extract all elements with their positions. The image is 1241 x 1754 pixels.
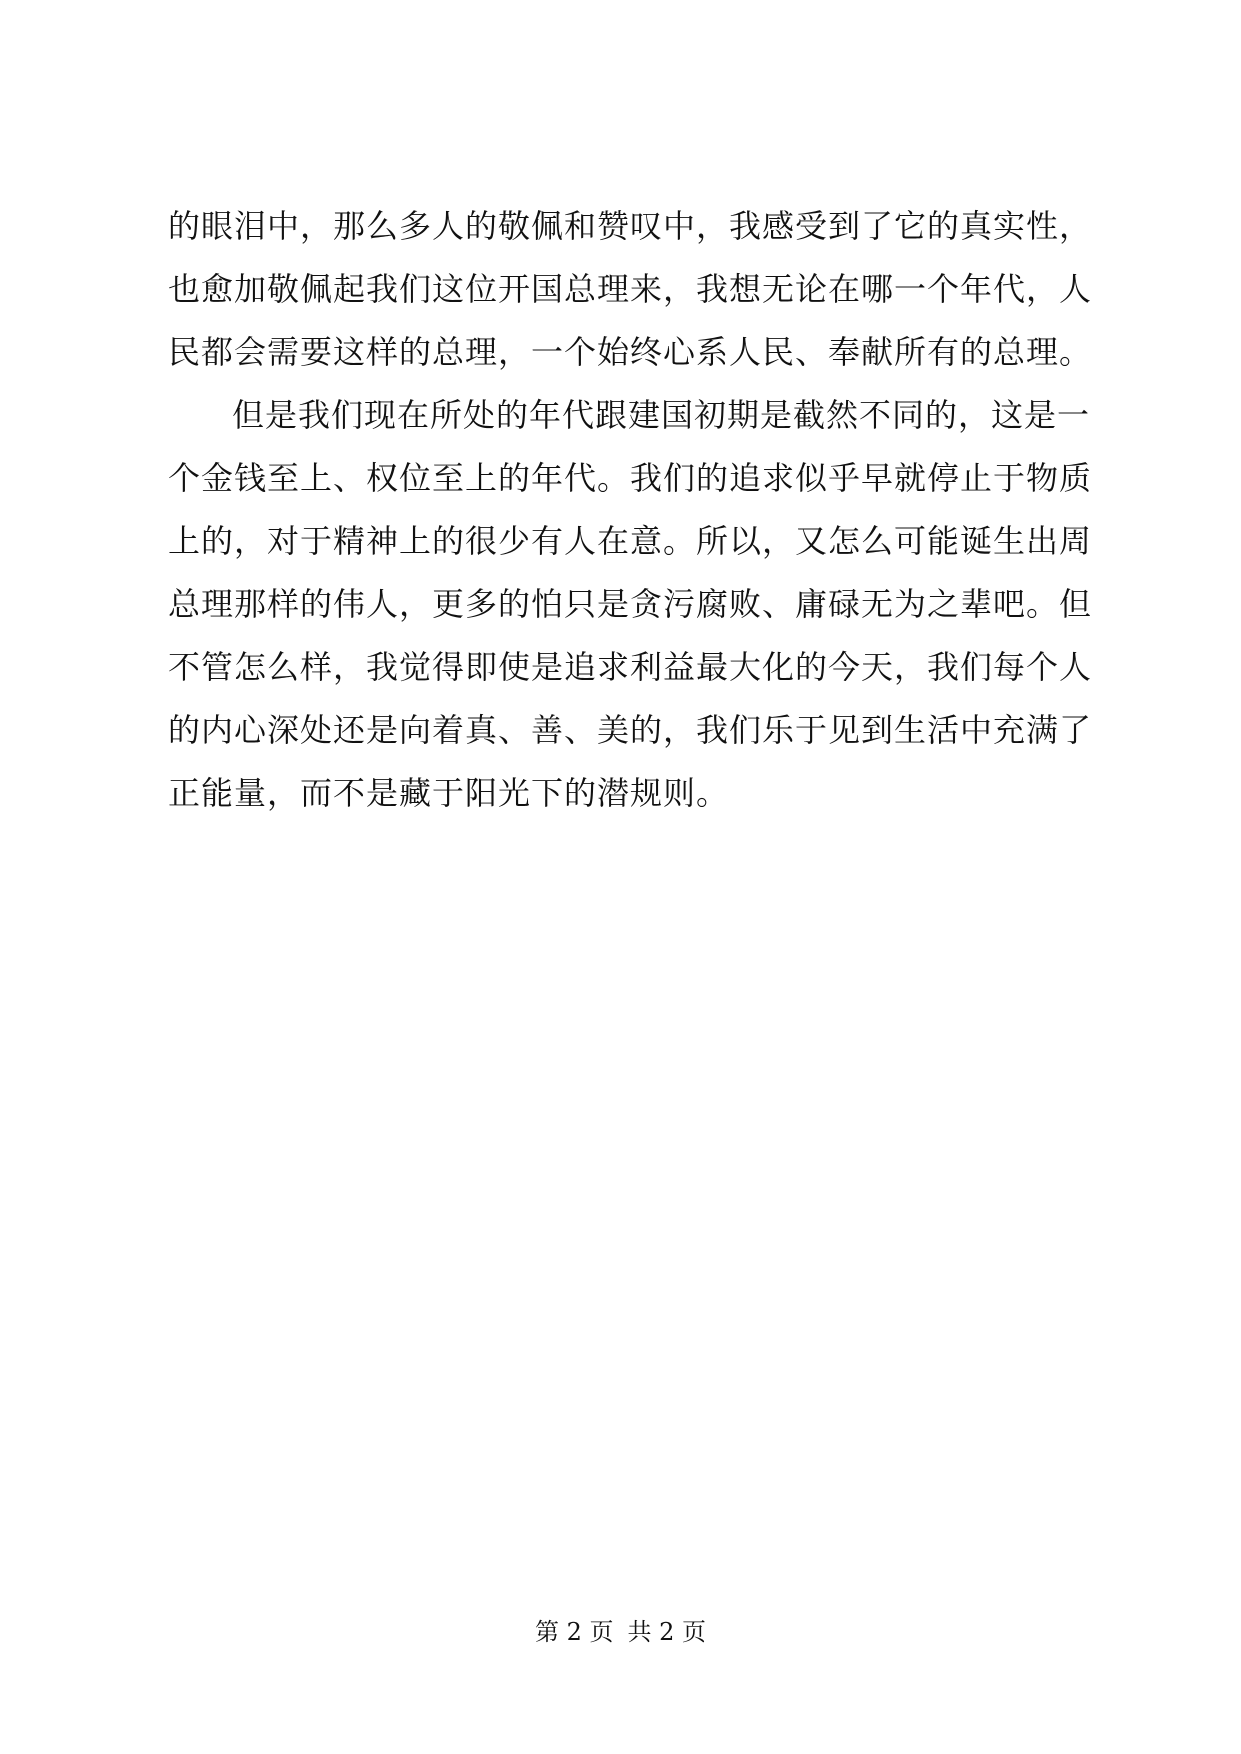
- page-number: 第 2 页: [534, 1618, 614, 1646]
- document-body: [168, 195, 1093, 825]
- text-line: 的内心深处还是向着真、善、美的，我们乐于见到生活中充满了: [168, 711, 1093, 749]
- page-total: 共 2 页: [627, 1618, 707, 1646]
- text-line: 总理那样的伟人，更多的怕只是贪污腐败、庸碌无为之辈吧。但: [168, 585, 1093, 623]
- text-line: 民都会需要这样的总理，一个始终心系人民、奉献所有的总理。: [168, 333, 1093, 371]
- text-line: 的眼泪中，那么多人的敬佩和赞叹中，我感受到了它的真实性，: [168, 207, 1093, 245]
- text-line: 个金钱至上、权位至上的年代。我们的追求似乎早就停止于物质: [168, 459, 1093, 497]
- paragraph-first-line: 但是我们现在所处的年代跟建国初期是截然不同的，这是一: [232, 396, 1091, 434]
- text-line-last: 正能量，而不是藏于阳光下的潜规则。: [168, 774, 730, 812]
- text-line: 也愈加敬佩起我们这位开国总理来，我想无论在哪一个年代，人: [168, 270, 1093, 308]
- page-footer: [0, 1612, 1241, 1647]
- text-line: 不管怎么样，我觉得即使是追求利益最大化的今天，我们每个人: [168, 648, 1093, 686]
- text-line: 上的，对于精神上的很少有人在意。所以，又怎么可能诞生出周: [168, 522, 1093, 560]
